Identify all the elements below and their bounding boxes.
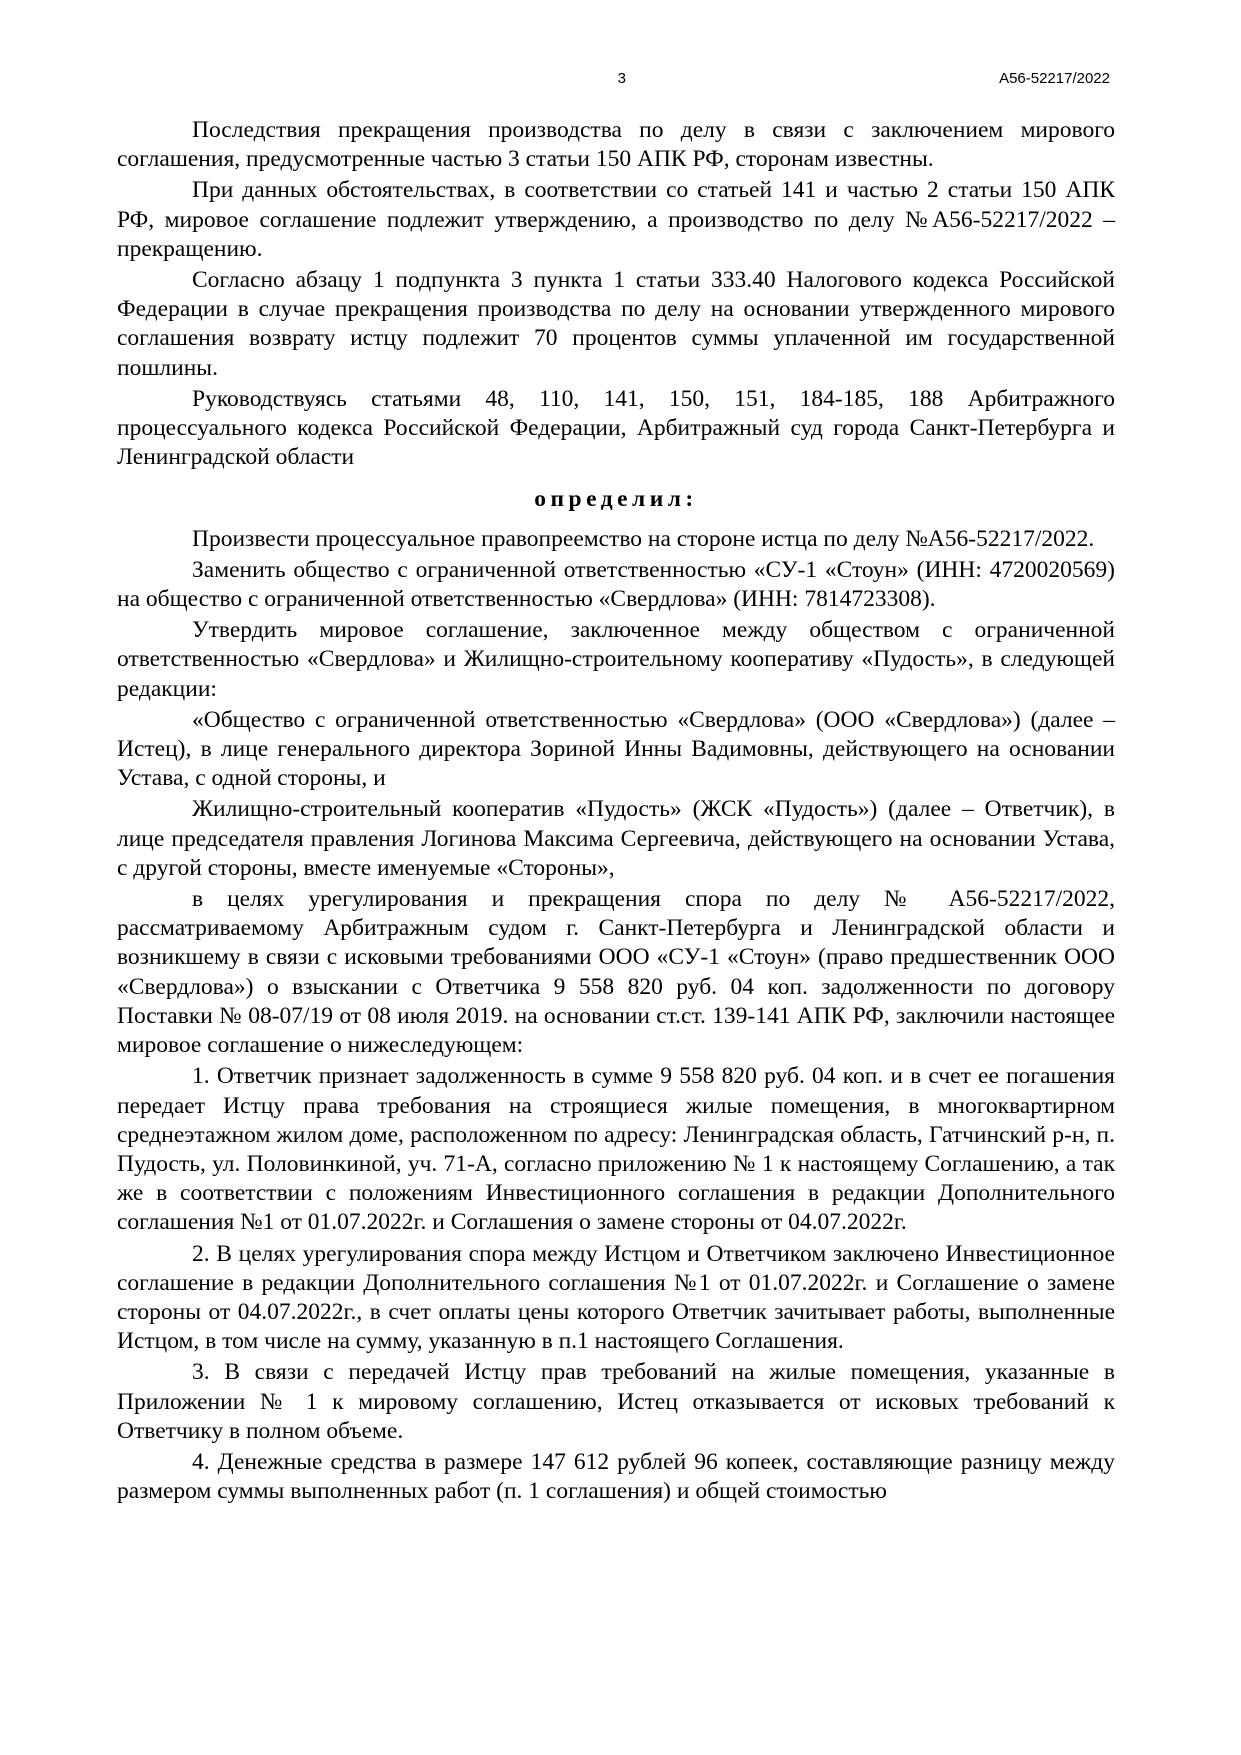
paragraph: Руководствуясь статьями 48, 110, 141, 150, 151, 184-185, 188 Арбитражного процессуального кодекса Российской Федерации, Арбитражный суд города Санкт-Петербурга и Ленинградской области — [117, 385, 1115, 471]
ruling-paragraph: Заменить общество с ограниченной ответственностью «СУ-1 «Стоун» (ИНН: 4720020569) на общество с ограниченной ответственностью «Свердлова» (ИНН: 7814723308). — [117, 556, 1115, 613]
ruling-heading: определил: — [534, 486, 698, 513]
ruling-paragraph: 2. В целях урегулирования спора между Истцом и Ответчиком заключено Инвестиционное соглашение в редакции Дополнительного соглашения №1 от 01.07.2022г. и Соглашение о замене стороны от 04.07.2022г., в счет оплаты цены которого Ответчик зачитывает работы, выполненные Истцом, в том числе на сумму, указанную в п.1 настоящего Соглашения. — [117, 1240, 1115, 1355]
ruling-paragraph: в целях урегулирования и прекращения спора по делу № А56-52217/2022, рассматриваемому Арбитражным судом г. Санкт-Петербурга и Ленинградской области и возникшему в связи с исковыми требованиями ООО «СУ-1 «Стоун» (право предшественник ООО «Свердлова») о взыскании с Ответчика 9 558 820 руб. 04 коп. задолженности по договору Поставки № 08-07/19 от 08 июля 2019. на основании ст.ст. 139-141 АПК РФ, заключили настоящее мировое соглашение о нижеследующем: — [117, 886, 1115, 1059]
ruling-paragraph: Произвести процессуальное правопреемство на стороне истца по делу №А56-52217/2022. — [192, 525, 1095, 552]
ruling-paragraph: 3. В связи с передачей Истцу прав требований на жилые помещения, указанные в Приложении № 1 к мировому соглашению, Истец отказывается от исковых требований к Ответчику в полном объеме. — [117, 1359, 1115, 1444]
ruling-paragraph: Жилищно-строительный кооператив «Пудость» (ЖСК «Пудость») (далее – Ответчик), в лице председателя правления Логинова Максима Сергеевича, действующего на основании Устава, с другой стороны, вместе именуемые «Стороны», — [117, 796, 1115, 881]
ruling-paragraph: 1. Ответчик признает задолженность в сумме 9 558 820 руб. 04 коп. и в счет ее погашения передает Истцу права требования на строящиеся жилые помещения, в многоквартирном среднеэтажном жилом доме, расположенном по адресу: Ленинградская область, Гатчинский р-н, п. Пудость, ул. Половинкиной, уч. 71-А, согласно приложению № 1 к настоящему Соглашению, а так же в соответствии с положениям Инвестиционного соглашения в редакции Дополнительного соглашения №1 от 01.07.2022г. и Соглашения о замене стороны от 04.07.2022г. — [117, 1063, 1115, 1236]
ruling-paragraph: Утвердить мировое соглашение, заключенное между обществом с ограниченной ответственностью «Свердлова» и Жилищно-строительному кооперативу «Пудость», в следующей редакции: — [117, 617, 1115, 702]
paragraph: Последствия прекращения производства по делу в связи с заключением мирового соглашения, предусмотренные частью 3 статьи 150 АПК РФ, сторонам известны. — [117, 117, 1115, 173]
ruling-paragraph: 4. Денежные средства в размере 147 612 рублей 96 копеек, составляющие разницу между размером суммы выполненных работ (п. 1 соглашения) и общей стоимостью — [117, 1448, 1115, 1505]
paragraph: Согласно абзацу 1 подпункта 3 пункта 1 статьи 333.40 Налогового кодекса Российской Федерации в случае прекращения производства по делу на основании утвержденного мирового соглашения возврату истцу подлежит 70 процентов суммы уплаченной им государственной пошлины. — [117, 267, 1115, 381]
case-number: А56-52217/2022 — [999, 70, 1110, 87]
ruling-paragraph: «Общество с ограниченной ответственностью «Свердлова» (ООО «Свердлова») (далее – Истец), в лице генерального директора Зориной Инны Вадимовны, действующего на основании Устава, с одной стороны, и — [117, 706, 1115, 792]
paragraph: При данных обстоятельствах, в соответствии со статьей 141 и частью 2 статьи 150 АПК РФ, мировое соглашение подлежит утверждению, а производство по делу №А56-52217/2022 – прекращению. — [117, 177, 1115, 262]
document-body — [117, 116, 1115, 1508]
page-number: 3 — [617, 70, 627, 87]
